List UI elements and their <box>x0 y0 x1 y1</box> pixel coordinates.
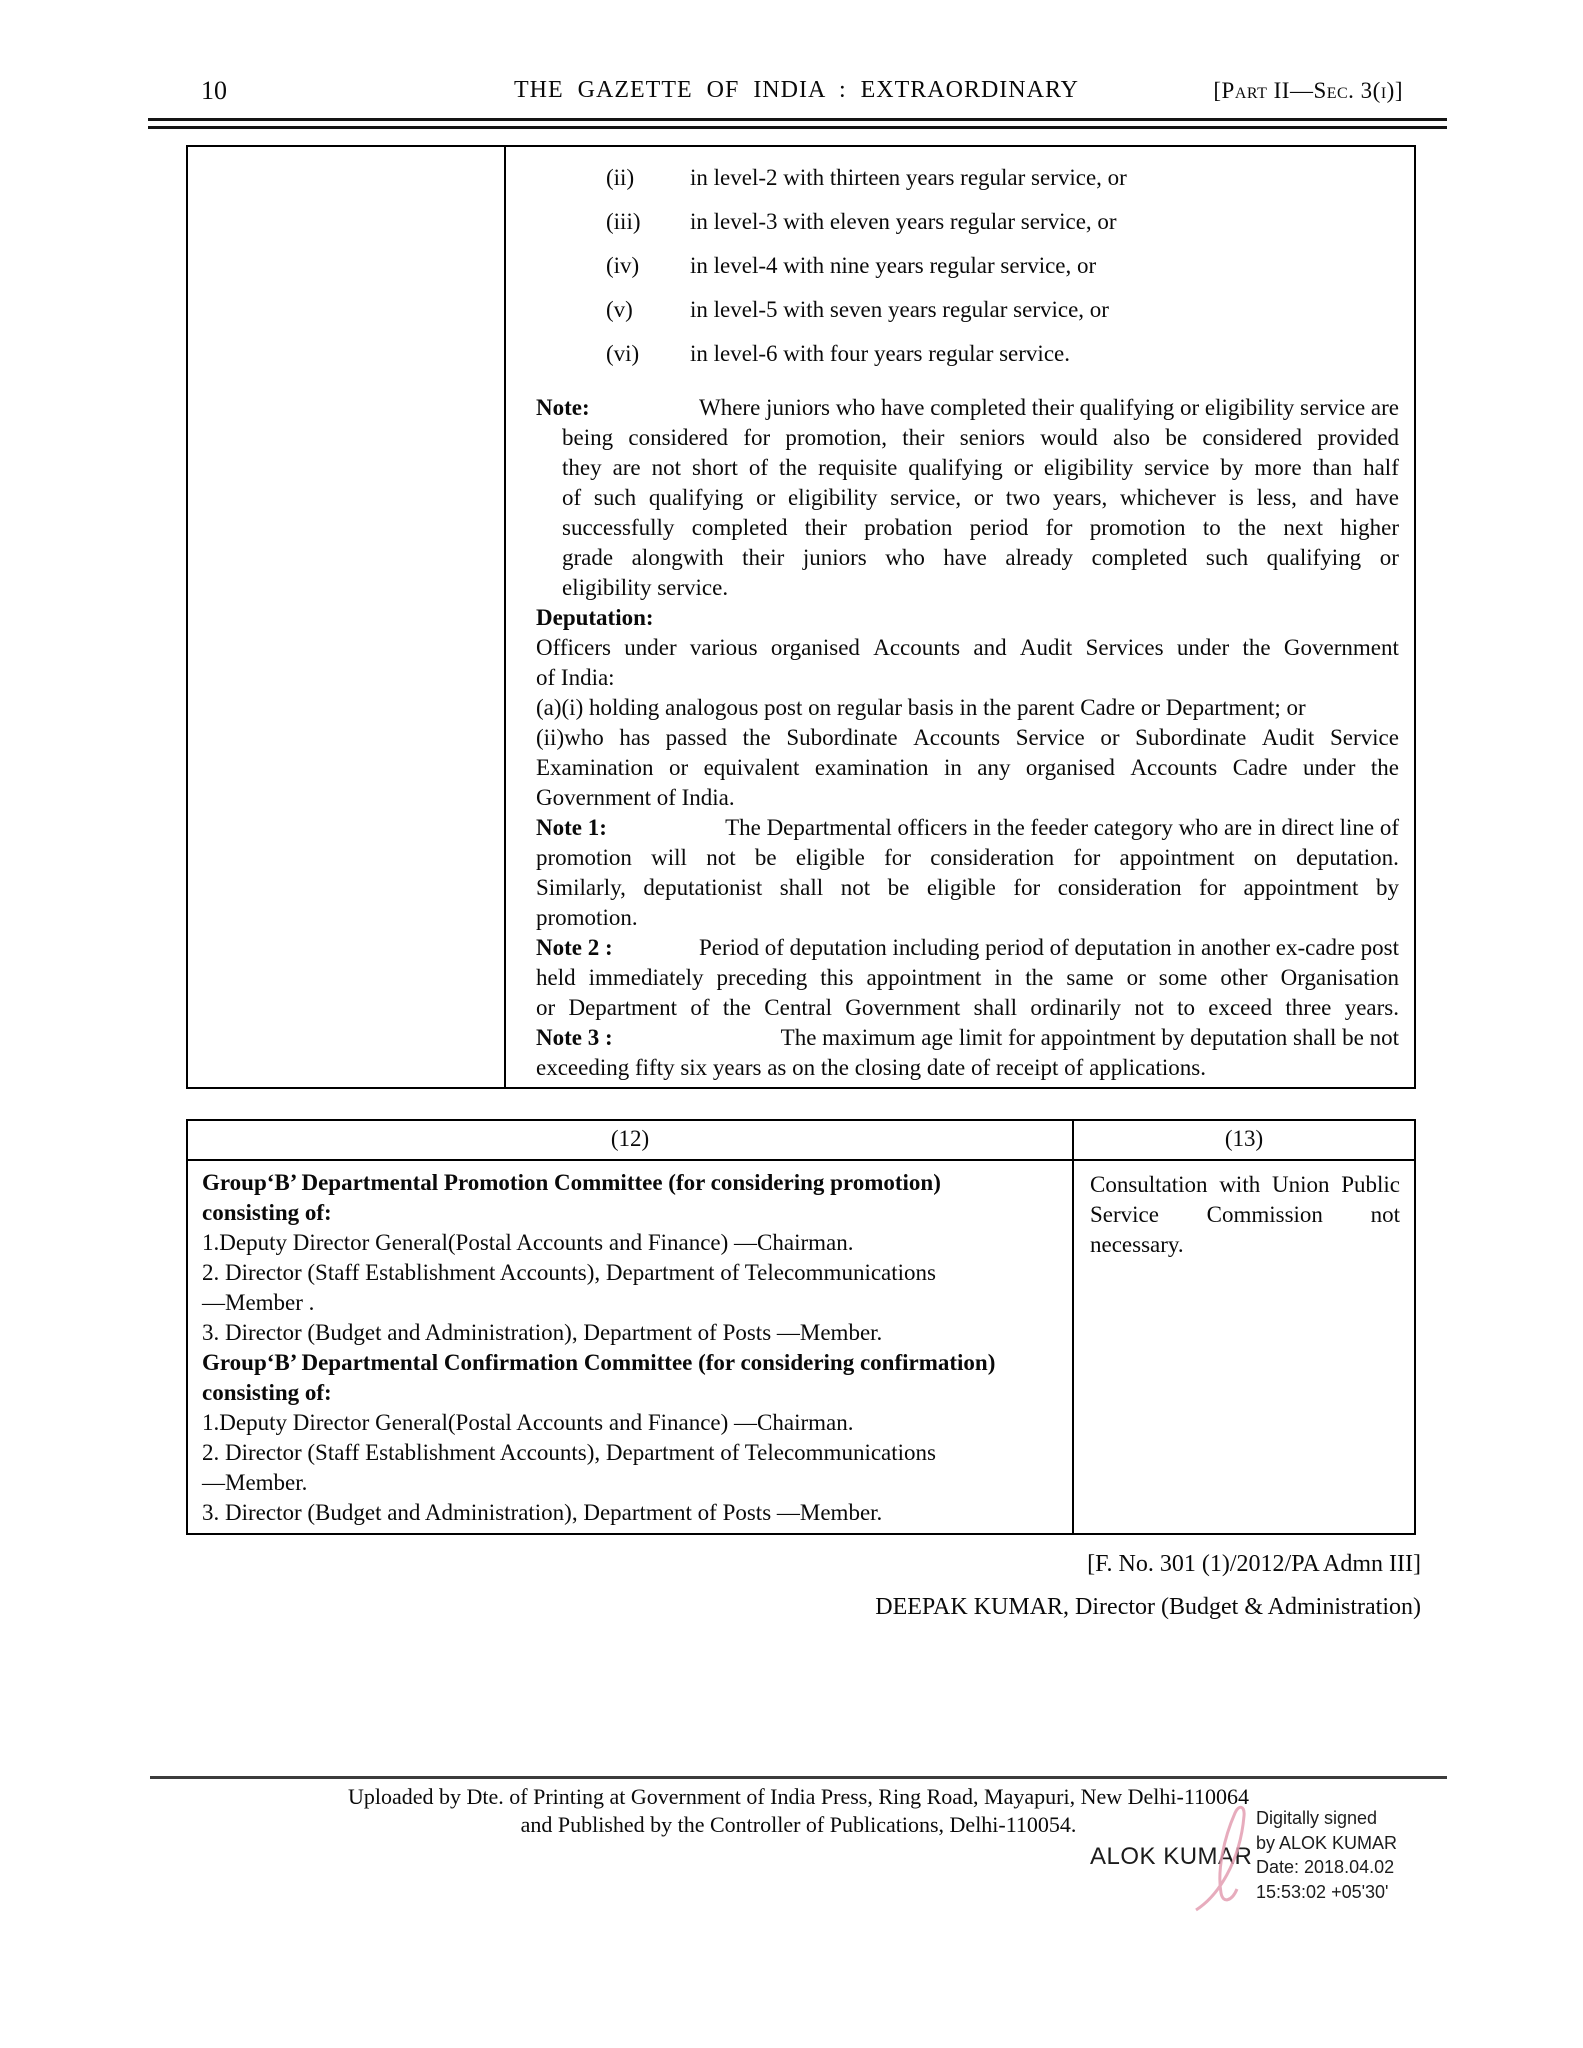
text-line: 3. Director (Budget and Administration), Department of Posts —Member. <box>202 1320 883 1345</box>
text-line: —Member . <box>202 1290 315 1315</box>
text-line <box>202 1378 1056 1408</box>
text-line: Officers under various organised Accounts and Audit Services under the Government <box>536 635 1399 660</box>
list-item-text: in level-4 with nine years regular service, or <box>690 253 1097 278</box>
page-number: 10 <box>201 76 227 105</box>
text-line: promotion will not be eligible for consideration for appointment on deputation. <box>536 845 1399 870</box>
digital-signature-details <box>1256 1806 1397 1904</box>
text-line <box>536 393 1399 423</box>
text-line: (a)(i) holding analogous post on regular basis in the parent Cadre or Department; or <box>536 695 1306 720</box>
text-line: being considered for promotion, their seniors would also be considered provided <box>562 425 1399 450</box>
text-line: Examination or equivalent examination in any organised Accounts Cadre under the <box>536 755 1399 780</box>
footer-imprint-line-1: Uploaded by Dte. of Printing at Government of India Press, Ring Road, Mayapuri, New Delhi-110064 <box>347 1784 1250 1809</box>
part-section-label: [Part II—Sec. 3(i)] <box>1213 78 1403 103</box>
text-line: 15:53:02 +05'30' <box>1256 1881 1389 1902</box>
note-paragraph <box>536 393 1399 603</box>
text-line <box>536 813 1399 843</box>
text-line: Government of India. <box>536 785 735 810</box>
text-line: of such qualifying or eligibility service, or two years, whichever is less, and have <box>562 485 1399 510</box>
text-line: 2. Director (Staff Establishment Accounts), Department of Telecommunications <box>202 1440 936 1465</box>
text-line: (ii)who has passed the Subordinate Accounts Service or Subordinate Audit Service <box>536 725 1399 750</box>
text-line: eligibility service. <box>562 575 729 600</box>
level-list-item <box>536 207 1399 237</box>
note-label: Note 2 : <box>536 935 613 960</box>
text-line: —Member. <box>202 1470 308 1495</box>
footer-rule <box>150 1776 1447 1779</box>
heading-text: Group‘B’ Departmental Confirmation Committee (for considering confirmation) <box>202 1350 996 1375</box>
text-line: or Department of the Central Government shall ordinarily not to exceed three years. <box>536 995 1399 1020</box>
heading-text: consisting of: <box>202 1200 332 1225</box>
table1-empty-left-cell <box>188 147 506 1087</box>
level-list-item <box>536 295 1399 325</box>
text-segment: Where juniors who have completed their qualifying or eligibility service are <box>699 395 1399 420</box>
list-item-text: in level-5 with seven years regular service, or <box>690 297 1109 322</box>
text-line: Service Commission not <box>1090 1202 1400 1227</box>
text-line: necessary. <box>1090 1232 1184 1257</box>
list-item-number: (vi) <box>606 341 640 366</box>
text-line <box>202 1348 1056 1378</box>
note-label: Note 3 : <box>536 1025 613 1050</box>
column-12-header: (12) <box>188 1121 1074 1159</box>
list-item-text: in level-2 with thirteen years regular service, or <box>690 165 1127 190</box>
level-list-item <box>536 163 1399 193</box>
list-item-text: in level-6 with four years regular service. <box>690 341 1070 366</box>
heading-text: consisting of: <box>202 1380 332 1405</box>
text-line <box>202 1168 1056 1198</box>
text-line: successfully completed their probation period for promotion to the next higher <box>562 515 1399 540</box>
text-line: Similarly, deputationist shall not be eligible for consideration for appointment by <box>536 875 1399 900</box>
text-line: 1.Deputy Director General(Postal Accounts and Finance) —Chairman. <box>202 1230 854 1255</box>
text-line <box>202 1198 1056 1228</box>
heading-text: Group‘B’ Departmental Promotion Committee (for considering promotion) <box>202 1170 941 1195</box>
list-item-number: (iii) <box>606 209 641 234</box>
upsc-consultation-cell <box>1074 1161 1414 1533</box>
footer-imprint-line-2: and Published by the Controller of Publications, Delhi-110054. <box>520 1812 1077 1837</box>
text-line: 1.Deputy Director General(Postal Accounts and Finance) —Chairman. <box>202 1410 854 1435</box>
text-line: Digitally signed <box>1256 1808 1378 1828</box>
level-list-item <box>536 251 1399 281</box>
text-line: of India: <box>536 665 615 690</box>
digital-signature-name: ALOK KUMAR <box>1090 1843 1253 1870</box>
signature-flourish-icon <box>1188 1798 1260 1916</box>
text-line <box>536 933 1399 963</box>
text-line: by ALOK KUMAR <box>1256 1832 1398 1853</box>
text-line: Date: 2018.04.02 <box>1256 1857 1395 1877</box>
text-line: they are not short of the requisite qualifying or eligibility service by more than half <box>562 455 1399 480</box>
text-line: exceeding fifty six years as on the closing date of receipt of applications. <box>536 1055 1206 1080</box>
spacer <box>536 383 1399 393</box>
deputation-heading <box>536 603 1399 633</box>
file-number: [F. No. 301 (1)/2012/PA Admn III] <box>1087 1551 1421 1577</box>
column-13-header: (13) <box>1224 1126 1264 1151</box>
text-line <box>536 1023 1399 1053</box>
level-list-item <box>536 339 1399 369</box>
table2-header-row <box>188 1121 1414 1161</box>
dpc-details-cell <box>188 1161 1074 1533</box>
text-line: grade alongwith their juniors who have already completed such qualifying or <box>562 545 1399 570</box>
text-line: promotion. <box>536 905 638 930</box>
text-segment: The Departmental officers in the feeder category who are in direct line of <box>725 815 1399 840</box>
table2-body-row <box>188 1161 1414 1533</box>
list-item-text: in level-3 with eleven years regular service, or <box>690 209 1117 234</box>
header-double-rule <box>148 118 1447 129</box>
note-label: Note 1: <box>536 815 607 840</box>
dpc-consultation-table <box>186 1119 1416 1535</box>
text-segment: Period of deputation including period of deputation in another ex-cadre post <box>698 935 1399 960</box>
list-item-number: (ii) <box>606 165 635 190</box>
text-segment: The maximum age limit for appointment by deputation shall be not <box>780 1025 1399 1050</box>
signatory-line: DEEPAK KUMAR, Director (Budget & Administration) <box>875 1594 1421 1620</box>
text-line: 3. Director (Budget and Administration), Department of Posts —Member. <box>202 1500 883 1525</box>
heading-text: Deputation: <box>536 605 654 630</box>
text-line: Consultation with Union Public <box>1090 1172 1400 1197</box>
note-label: Note: <box>536 395 590 420</box>
text-line: held immediately preceding this appointment in the same or some other Organisation <box>536 965 1399 990</box>
recruitment-rules-table <box>186 145 1416 1089</box>
table1-content-cell <box>506 147 1414 1087</box>
list-item-number: (v) <box>606 297 633 322</box>
text-line: 2. Director (Staff Establishment Accounts), Department of Telecommunications <box>202 1260 936 1285</box>
gazette-title: THE GAZETTE OF INDIA : EXTRAORDINARY <box>514 77 1079 103</box>
list-item-number: (iv) <box>606 253 640 278</box>
